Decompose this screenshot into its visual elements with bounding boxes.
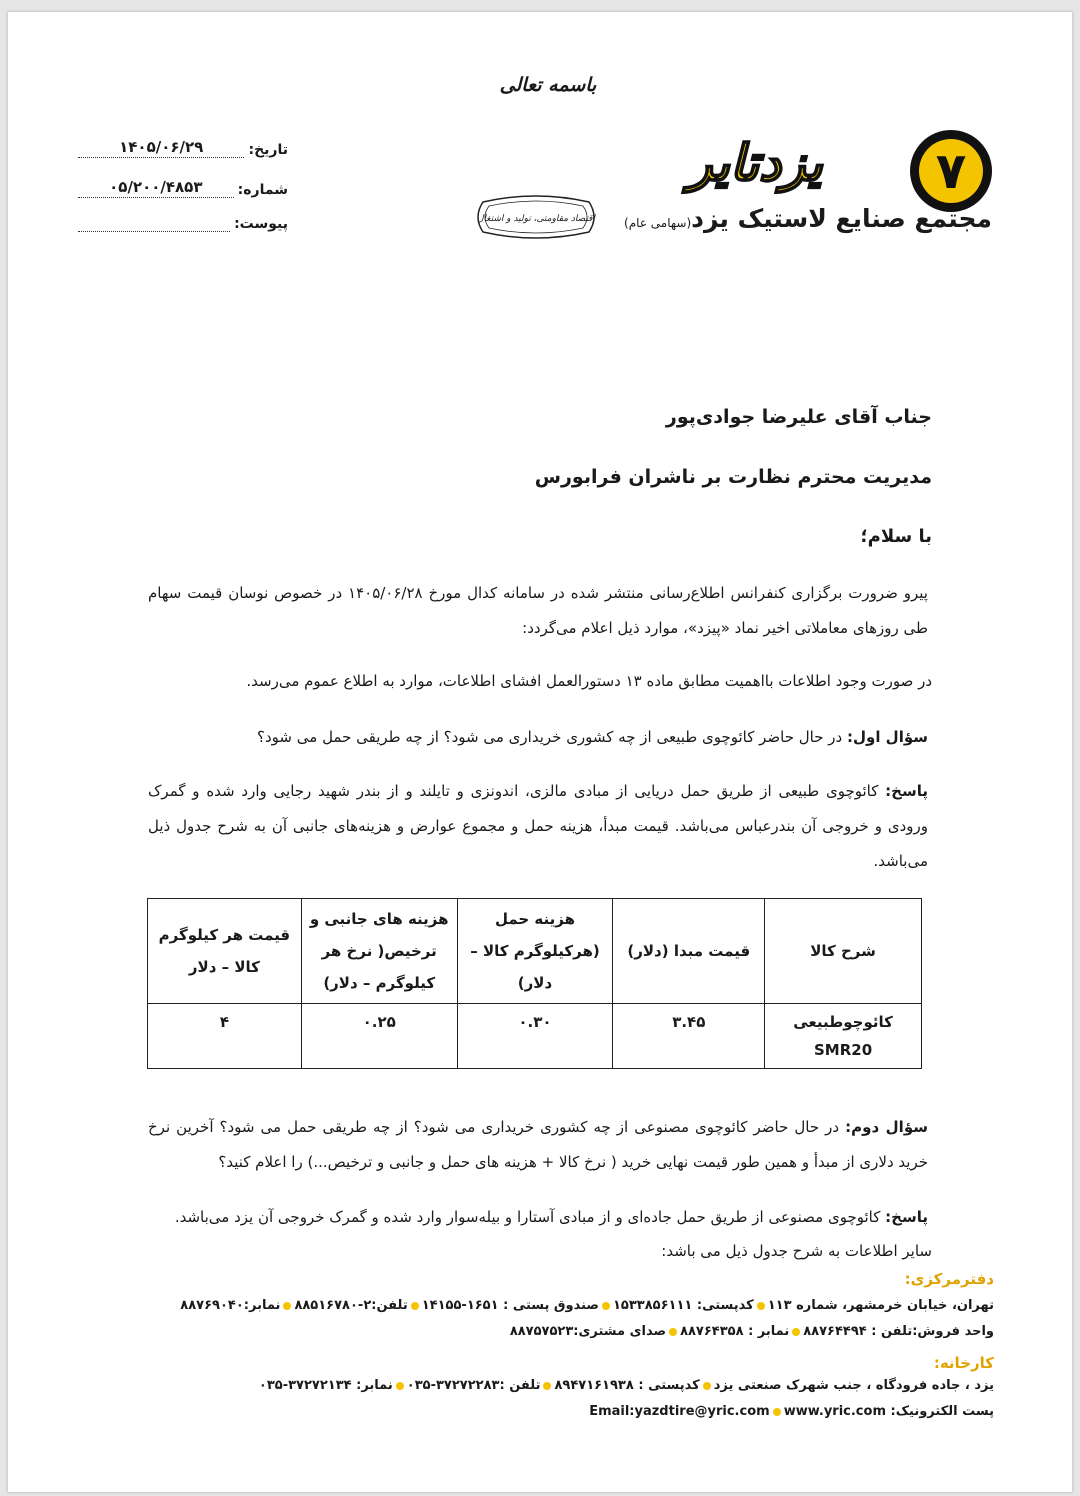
table-header-cell: هزینه های جانبی و ترخیص( نرخ هر کیلوگرم – دلار) [301, 899, 457, 1004]
answer-two-text: کائوچوی مصنوعی از طریق حمل جاده‌ای و از مبادی آستارا و بیله‌سوار وارد شده و گمرک خروجی آن یزد می‌باشد. [174, 1208, 881, 1226]
item-name: کائوچوطبیعی [793, 1013, 893, 1031]
attachment-field [78, 206, 288, 232]
bullet-dot-icon [703, 1382, 711, 1390]
logo-wordmark: یزدتایر [688, 134, 823, 192]
question-one-label: سؤال اول: [846, 728, 928, 746]
bullet-dot-icon [773, 1408, 781, 1416]
sales-fax: نمابر : ۸۸۷۶۴۳۵۸ [680, 1324, 790, 1339]
email-line [589, 1404, 994, 1419]
table-header-cell: قیمت هر کیلوگرم کالا – دلار [148, 899, 302, 1004]
question-two-label: سؤال دوم: [845, 1118, 928, 1136]
letter-page [8, 12, 1072, 1492]
bullet-dot-icon [792, 1328, 800, 1336]
recipient-name: جناب آقای علیرضا جوادی‌پور [665, 406, 932, 428]
bullet-dot-icon [411, 1302, 419, 1310]
answer-one-label: پاسخ: [885, 782, 928, 800]
hq-title: دفترمرکزی: [904, 1270, 994, 1288]
transport-cost-cell: ۰.۳۰ [457, 1004, 613, 1069]
date-label: تاریخ: [248, 142, 288, 158]
question-one [148, 720, 928, 755]
hq-pobox: صندوق پستی : ۱۶۵۱-۱۴۱۵۵ [421, 1298, 599, 1313]
item-code: SMR20 [813, 1041, 873, 1059]
hq-phone: تلفن:۲-۸۸۵۱۶۷۸۰ [294, 1298, 408, 1313]
question-one-text: در حال حاضر کائوچوی طبیعی از چه کشوری خریداری می شود؟ از چه طریقی حمل می شود؟ [257, 728, 843, 746]
table-header-cell: هزینه حمل (هرکیلوگرم کالا – دلار) [457, 899, 613, 1004]
sales-customer: صدای مشتری:۸۸۷۵۷۵۲۳ [509, 1324, 667, 1339]
item-cell [765, 1004, 922, 1069]
company-type: (سهامی عام) [624, 216, 692, 230]
factory-title: کارخانه: [933, 1354, 994, 1372]
sales-line [510, 1324, 994, 1339]
bullet-dot-icon [543, 1382, 551, 1390]
attachment-value [78, 230, 230, 232]
date-field [78, 132, 288, 158]
side-costs-cell: ۰.۲۵ [301, 1004, 457, 1069]
sales-phone: واحد فروش:تلفن : ۸۸۷۶۴۴۹۴ [803, 1324, 994, 1339]
bullet-dot-icon [757, 1302, 765, 1310]
logo-circle-icon [910, 130, 992, 212]
slogan-text: اقتصاد مقاومتی، تولید و اشتغال [477, 214, 595, 224]
email-address[interactable]: Email:yazdtire@yric.com [589, 1404, 770, 1419]
total-price-cell: ۴ [148, 1004, 302, 1069]
origin-price-cell: ۳.۴۵ [613, 1004, 765, 1069]
attachment-label: پیوست: [234, 216, 288, 232]
bullet-dot-icon [669, 1328, 677, 1336]
intro-paragraph: پیرو ضرورت برگزاری کنفرانس اطلاع‌رسانی منتشر شده در سامانه کدال مورخ ۱۴۰۵/۰۶/۲۸ در خصوص نوسان قیمت سهام طی روزهای معاملاتی اخیر نماد «پیزد»، موارد ذیل اعلام می‌گردد: [148, 584, 928, 637]
bismillah-heading: باسمه تعالی [499, 74, 597, 96]
table-header-cell: شرح کالا [765, 899, 922, 1004]
company-name-text: مجتمع صنایع لاستیک یزد [691, 204, 992, 233]
bullet-dot-icon [396, 1382, 404, 1390]
greeting: با سلام؛ [860, 526, 932, 547]
disclosure-paragraph: در صورت وجود اطلاعات بااهمیت مطابق ماده ۱۳ دستورالعمل افشای اطلاعات، موارد به اطلاع عموم می‌رسد. [246, 672, 932, 690]
number-field [78, 172, 288, 198]
factory-address: یزد ، جاده فرودگاه ، جنب شهرک صنعتی یزد [713, 1378, 994, 1393]
factory-fax: نمابر: ۳۷۲۷۲۱۳۴-۰۳۵ [258, 1378, 393, 1393]
answer-one [148, 774, 928, 879]
answer-one-text: کائوچوی طبیعی از طریق حمل دریایی از مبادی مالزی، اندونزی و تایلند و از بندر شهید رجایی وارد شده و گمرک ورودی و خروجی آن بندرعباس می‌باشد. قیمت مبدأ، هزینه حمل و مجموع عوارض و هزینه‌های جانبی آن به شرح جدول ذیل می‌باشد. [148, 782, 928, 870]
answer-two [148, 1200, 928, 1235]
number-label: شماره: [237, 182, 288, 198]
price-table [147, 898, 922, 1069]
table-header-cell: قیمت مبدا (دلار) [613, 899, 765, 1004]
recipient-department: مدیریت محترم نظارت بر ناشران فرابورس [534, 466, 932, 488]
bullet-dot-icon [602, 1302, 610, 1310]
slogan-seal-icon [473, 192, 599, 242]
hq-fax: نمابر:۸۸۷۶۹۰۴۰ [180, 1298, 281, 1313]
logo-mark: ۷ [919, 139, 983, 203]
hq-address-line [180, 1298, 994, 1313]
table-header-row [148, 899, 922, 1004]
factory-address-line [259, 1378, 994, 1393]
question-two [148, 1110, 928, 1180]
bullet-dot-icon [283, 1302, 291, 1310]
number-value: ۰۵/۲۰۰/۴۸۵۳ [78, 178, 234, 198]
hq-address: تهران، خیابان خرمشهر، شماره ۱۱۳ [767, 1298, 994, 1313]
factory-phone: تلفن :۳۷۲۷۲۲۸۳-۰۳۵ [406, 1378, 541, 1393]
website-link[interactable]: www.yric.com [783, 1404, 886, 1419]
answer-two-more: سایر اطلاعات به شرح جدول ذیل می باشد: [661, 1242, 932, 1260]
hq-postcode: کدپستی: ۱۵۳۳۸۵۶۱۱۱ [613, 1298, 754, 1313]
factory-postcode: کدپستی : ۸۹۴۷۱۶۱۹۳۸ [554, 1378, 700, 1393]
date-value: ۱۴۰۵/۰۶/۲۹ [78, 138, 244, 158]
email-label: پست الکترونیک: [890, 1404, 994, 1419]
company-name [620, 204, 992, 233]
question-two-text: در حال حاضر کائوچوی مصنوعی از چه کشوری خریداری می شود؟ از چه طریقی حمل می شود؟ آخرین نرخ خرید دلاری از مبدأ و همین طور قیمت نهایی خرید ( نرخ کالا + هزینه های حمل و جانبی و ترخیص...) را اعلام کنید؟ [148, 1118, 928, 1171]
answer-two-label: پاسخ: [885, 1208, 928, 1226]
table-row [148, 1004, 922, 1069]
